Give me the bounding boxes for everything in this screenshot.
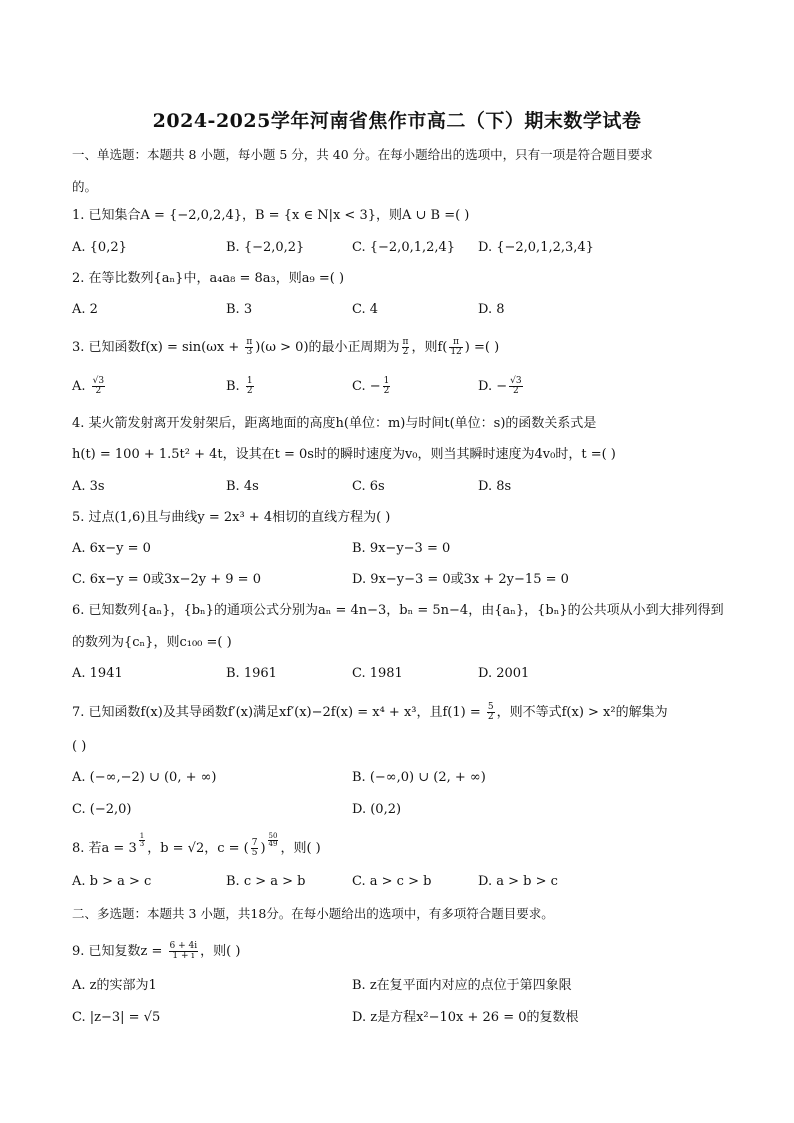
q8-stem-part-a: 8. 若a = 3 (72, 841, 137, 856)
q5-option-b: B. 9x−y−3 = 0 (352, 541, 451, 556)
q3-fraction-pi-over-12: $\frac{\pi}{12}$ (450, 337, 462, 357)
q8-stem (72, 832, 321, 858)
q6-stem-line2: 的数列为{cₙ}，则c₁₀₀ =( ) (72, 635, 232, 650)
exam-title: 2024-2025学年河南省焦作市高二（下）期末数学试卷 (152, 110, 642, 132)
q3-fraction-pi-over-3: $\frac{\pi}{3}$ (246, 337, 253, 357)
q2-option-d: D. 8 (478, 302, 505, 317)
q3-stem-part-a: 3. 已知函数f(x) = sin(ωx + (72, 340, 244, 355)
q3-option-d: D. − $\frac{√3}{2}$ (478, 376, 522, 396)
q2-option-b: B. 3 (226, 302, 253, 317)
q8-stem-part-c: ) (260, 841, 266, 856)
q7-option-c: C. (−2,0) (72, 802, 132, 817)
q8-base-seven-fifths: $\frac{7}{5}$ (251, 838, 258, 858)
q7-option-b: B. (−∞,0) ∪ (2, + ∞) (352, 770, 486, 785)
q9-stem (72, 942, 240, 961)
q7-option-d: D. (0,2) (352, 802, 402, 817)
q3-option-c-fraction: $\frac{1}{2}$ (383, 376, 390, 396)
q3-stem (72, 338, 499, 357)
q7-option-a: A. (−∞,−2) ∪ (0, + ∞) (72, 770, 217, 785)
q5-stem: 5. 过点(1,6)且与曲线y = 2x³ + 4相切的直线方程为( ) (72, 510, 391, 525)
q6-option-c: C. 1981 (352, 666, 403, 681)
q8-exponent-fifty-over-forty-nine: $\frac{50}{49}$ (268, 832, 278, 848)
q6-stem-line1: 6. 已知数列{aₙ}，{bₙ}的通项公式分别为aₙ = 4n−3，bₙ = 5n−4，由{aₙ}，{bₙ}的公共项从小到大排列得到 (72, 603, 724, 618)
q3-stem-part-b: )(ω > 0)的最小正周期为 (255, 340, 400, 355)
q4-option-c: C. 6s (352, 479, 385, 494)
q8-option-a: A. b > a > c (72, 874, 152, 889)
q1-option-d: D. {−2,0,1,2,3,4} (478, 240, 594, 255)
q9-fraction: $\frac{6 + 4i}{1 + i}$ (169, 941, 198, 961)
q3-option-b-fraction: $\frac{1}{2}$ (246, 376, 253, 396)
q9-option-b: B. z在复平面内对应的点位于第四象限 (352, 978, 572, 993)
q4-stem-line2: h(t) = 100 + 1.5t² + 4t，设其在t = 0s时的瞬时速度为v₀，则当其瞬时速度为4v₀时，t =( ) (72, 447, 616, 462)
q1-option-b: B. {−2,0,2} (226, 240, 305, 255)
q4-option-d: D. 8s (478, 479, 512, 494)
q3-fraction-pi-over-2: $\frac{\pi}{2}$ (402, 337, 409, 357)
q7-stem-part-a: 7. 已知函数f(x)及其导函数f′(x)满足xf′(x)−2f(x) = x⁴ + x³，且f(1) = (72, 705, 485, 720)
q8-option-b: B. c > a > b (226, 874, 306, 889)
q8-option-d: D. a > b > c (478, 874, 558, 889)
q4-option-b: B. 4s (226, 479, 259, 494)
q9-option-c: C. |z−3| = √5 (72, 1010, 161, 1025)
q3-option-a-fraction: $\frac{√3}{2}$ (92, 376, 105, 396)
q9-option-d: D. z是方程x²−10x + 26 = 0的复数根 (352, 1010, 579, 1025)
q4-stem-line1: 4. 某火箭发射离开发射架后，距离地面的高度h(单位：m)与时间t(单位：s)的函数关系式是 (72, 416, 597, 431)
q3-option-c: C. − $\frac{1}{2}$ (352, 376, 390, 396)
q8-stem-part-d: ，则( ) (280, 841, 321, 856)
q7-stem-part-b: ，则不等式f(x) > x²的解集为 (496, 705, 668, 720)
q1-option-c: C. {−2,0,1,2,4} (352, 240, 456, 255)
q5-option-d: D. 9x−y−3 = 0或3x + 2y−15 = 0 (352, 572, 569, 587)
q3-option-d-fraction: $\frac{√3}{2}$ (510, 376, 522, 396)
q1-option-a: A. {0,2} (72, 240, 127, 255)
q6-option-d: D. 2001 (478, 666, 530, 681)
q6-option-b: B. 1961 (226, 666, 277, 681)
q4-option-a: A. 3s (72, 479, 105, 494)
section1-heading: 一、单选题：本题共 8 小题，每小题 5 分，共 40 分。在每小题给出的选项中，只有一项是符合题目要求 (72, 147, 653, 162)
q7-stem (72, 703, 668, 722)
q9-stem-part-a: 9. 已知复数z = (72, 944, 167, 959)
q2-stem: 2. 在等比数列{aₙ}中，a₄a₈ = 8a₃，则a₉ =( ) (72, 271, 345, 286)
q3-stem-part-d: ) =( ) (464, 340, 500, 355)
q2-option-a: A. 2 (72, 302, 98, 317)
q8-exponent-one-third: $\frac{1}{3}$ (139, 832, 145, 848)
q7-fraction-five-halves: $\frac{5}{2}$ (487, 702, 494, 722)
q7-stem-line2: ( ) (72, 739, 87, 754)
q5-option-a: A. 6x−y = 0 (72, 541, 151, 556)
section2-heading: 二、多选题：本题共 3 小题，共18分。在每小题给出的选项中，有多项符合题目要求。 (72, 906, 554, 921)
q3-stem-part-c: ，则f( (411, 340, 448, 355)
section1-heading-cont: 的。 (72, 179, 98, 194)
q8-option-c: C. a > c > b (352, 874, 432, 889)
q3-option-b: B. $\frac{1}{2}$ (226, 376, 253, 396)
q1-stem: 1. 已知集合A = {−2,0,2,4}，B = {x ∈ N|x < 3}，则A ∪ B =( ) (72, 208, 470, 223)
q6-option-a: A. 1941 (72, 666, 123, 681)
q3-option-a: A. $\frac{√3}{2}$ (72, 376, 105, 396)
q9-option-a: A. z的实部为1 (72, 978, 157, 993)
q9-stem-part-b: ，则( ) (200, 944, 241, 959)
q2-option-c: C. 4 (352, 302, 379, 317)
q5-option-c: C. 6x−y = 0或3x−2y + 9 = 0 (72, 572, 261, 587)
q8-stem-part-b: ，b = √2，c = ( (147, 841, 249, 856)
